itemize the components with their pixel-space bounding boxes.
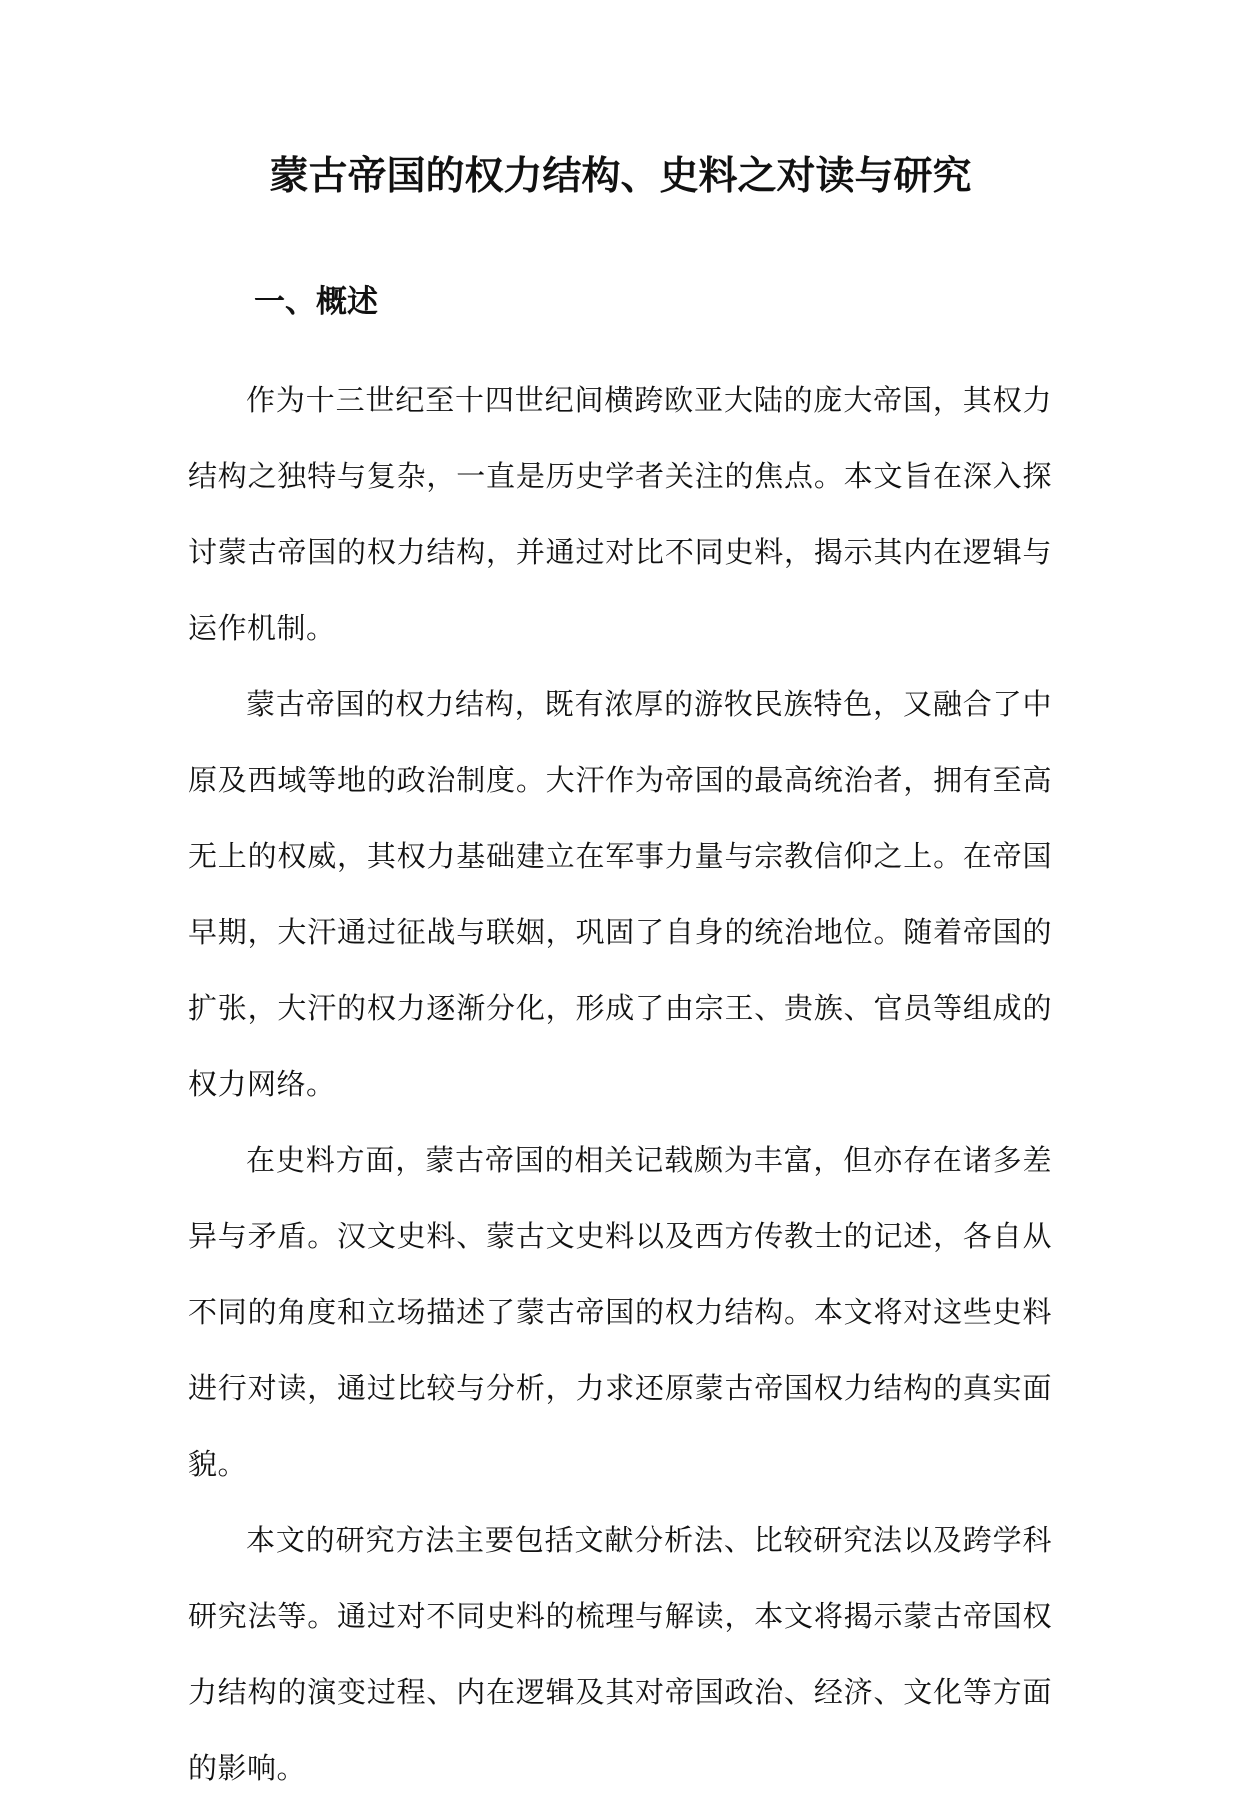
paragraph: 作为十三世纪至十四世纪间横跨欧亚大陆的庞大帝国，其权力结构之独特与复杂，一直是历史学者关注的焦点。本文旨在深入探讨蒙古帝国的权力结构，并通过对比不同史料，揭示其内在逻辑与运作机制。 (188, 383, 1052, 645)
body-text (188, 362, 1052, 1806)
document-title: 蒙古帝国的权力结构、史料之对读与研究 (269, 153, 972, 199)
paragraph: 本文的研究方法主要包括文献分析法、比较研究法以及跨学科研究法等。通过对不同史料的梳理与解读，本文将揭示蒙古帝国权力结构的演变过程、内在逻辑及其对帝国政治、经济、文化等方面的影响。 (188, 1523, 1052, 1785)
section-heading-overview: 一、概述 (254, 284, 378, 320)
paragraph: 在史料方面，蒙古帝国的相关记载颇为丰富，但亦存在诸多差异与矛盾。汉文史料、蒙古文史料以及西方传教士的记述，各自从不同的角度和立场描述了蒙古帝国的权力结构。本文将对这些史料进行对读，通过比较与分析，力求还原蒙古帝国权力结构的真实面貌。 (188, 1143, 1052, 1481)
paragraph: 蒙古帝国的权力结构，既有浓厚的游牧民族特色，又融合了中原及西域等地的政治制度。大汗作为帝国的最高统治者，拥有至高无上的权威，其权力基础建立在军事力量与宗教信仰之上。在帝国早期，大汗通过征战与联姻，巩固了自身的统治地位。随着帝国的扩张，大汗的权力逐渐分化，形成了由宗王、贵族、官员等组成的权力网络。 (188, 687, 1052, 1101)
